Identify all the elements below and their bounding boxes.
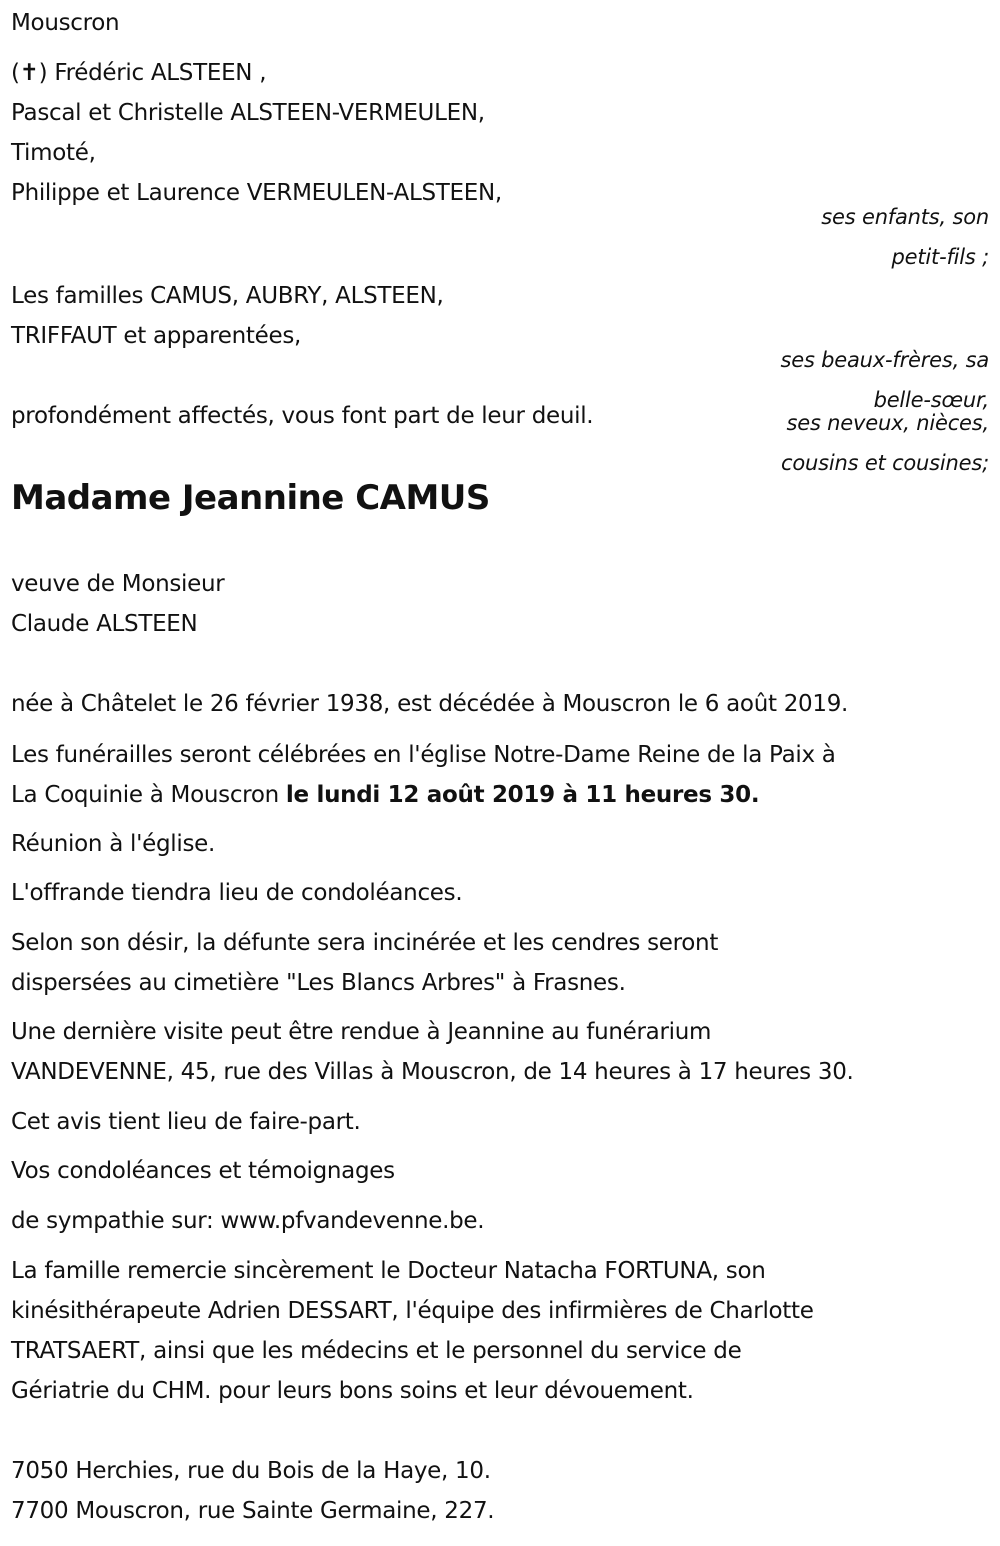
city-heading: Mouscron <box>11 10 120 36</box>
deceased-name: Madame Jeannine CAMUS <box>11 478 490 518</box>
address-line: 7050 Herchies, rue du Bois de la Haye, 10. <box>11 1458 491 1484</box>
funeral-location: La Coquinie à Mouscron <box>11 782 286 808</box>
widow-line: Claude ALSTEEN <box>11 611 198 637</box>
notice-text: Cet avis tient lieu de faire-part. <box>11 1109 361 1135</box>
thanks-text: kinésithérapeute Adrien DESSART, l'équipe des infirmières de Charlotte <box>11 1298 814 1324</box>
families-line: TRIFFAUT et apparentées, <box>11 323 302 349</box>
family-member-line: Timoté, <box>11 140 96 166</box>
funeral-text <box>11 782 759 808</box>
widow-line: veuve de Monsieur <box>11 571 225 597</box>
family-member-line: Philippe et Laurence VERMEULEN-ALSTEEN, <box>11 180 502 206</box>
relation-label: belle-sœur, <box>873 388 989 412</box>
cremation-text: Selon son désir, la défunte sera incinérée et les cendres seront <box>11 930 719 956</box>
birth-death-text: née à Châtelet le 26 février 1938, est décédée à Mouscron le 6 août 2019. <box>11 691 849 717</box>
family-member-line: (✝) Frédéric ALSTEEN , <box>11 60 267 86</box>
thanks-text: TRATSAERT, ainsi que les médecins et le personnel du service de <box>11 1338 742 1364</box>
condolences-text: de sympathie sur: www.pfvandevenne.be. <box>11 1208 485 1234</box>
address-line: 7700 Mouscron, rue Sainte Germaine, 227. <box>11 1498 495 1524</box>
families-line: Les familles CAMUS, AUBRY, ALSTEEN, <box>11 283 444 309</box>
relation-label: cousins et cousines; <box>781 451 989 475</box>
thanks-text: Gériatrie du CHM. pour leurs bons soins et leur dévouement. <box>11 1378 694 1404</box>
reunion-text: Réunion à l'église. <box>11 831 215 857</box>
visit-text: VANDEVENNE, 45, rue des Villas à Mouscron, de 14 heures à 17 heures 30. <box>11 1059 854 1085</box>
relation-label: petit-fils ; <box>891 245 989 269</box>
funeral-text: Les funérailles seront célébrées en l'église Notre-Dame Reine de la Paix à <box>11 742 836 768</box>
visit-text: Une dernière visite peut être rendue à Jeannine au funérarium <box>11 1019 712 1045</box>
cremation-text: dispersées au cimetière "Les Blancs Arbres" à Frasnes. <box>11 970 626 996</box>
relation-label: ses beaux-frères, sa <box>780 348 989 372</box>
relation-label: ses enfants, son <box>821 205 989 229</box>
announcement-text: profondément affectés, vous font part de leur deuil. <box>11 403 594 429</box>
condolences-text: Vos condoléances et témoignages <box>11 1158 395 1184</box>
relation-label: ses neveux, nièces, <box>786 411 989 435</box>
funeral-date: le lundi 12 août 2019 à 11 heures 30. <box>285 782 760 808</box>
offering-text: L'offrande tiendra lieu de condoléances. <box>11 880 463 906</box>
thanks-text: La famille remercie sincèrement le Docteur Natacha FORTUNA, son <box>11 1258 766 1284</box>
family-member-line: Pascal et Christelle ALSTEEN-VERMEULEN, <box>11 100 485 126</box>
